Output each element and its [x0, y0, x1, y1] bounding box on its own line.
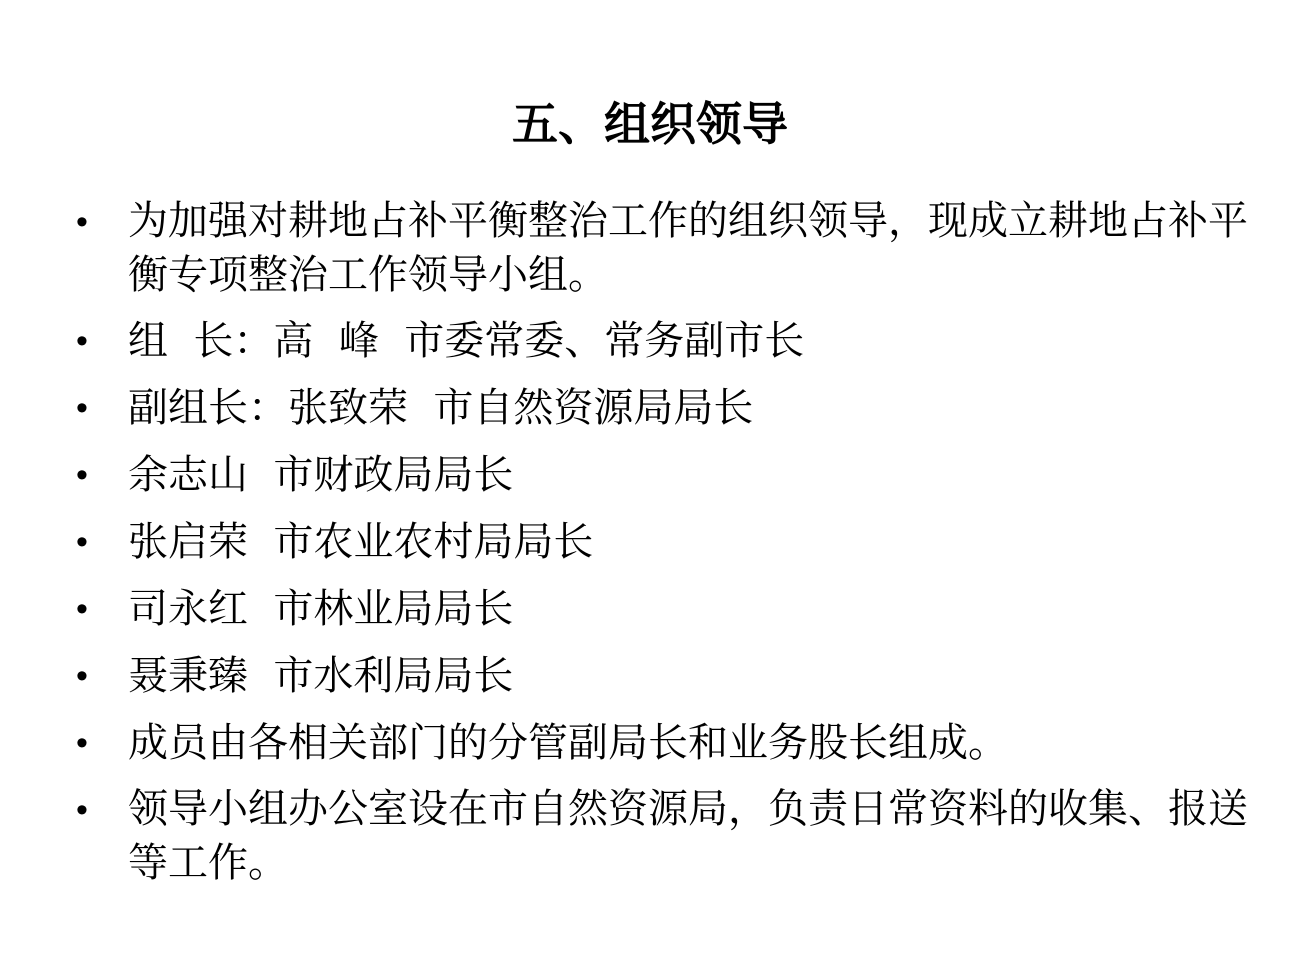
- bullet-item-leader: [76, 313, 1256, 369]
- bullet-dot-icon: •: [76, 203, 88, 241]
- bullet-item-member-forestry: [76, 581, 1256, 637]
- bullet-item-establishment: [76, 194, 1256, 302]
- bullet-item-member-water: [76, 648, 1256, 704]
- bullet-dot-icon: •: [76, 456, 88, 494]
- bullet-text: 组 长：高 峰 市委常委、常务副市长: [128, 318, 805, 364]
- bullet-dot-icon: •: [76, 657, 88, 695]
- bullet-dot-icon: •: [76, 389, 88, 427]
- slide-title: 五、组织领导: [512, 97, 788, 151]
- bullet-item-office: [76, 782, 1256, 890]
- bullet-text: 聂秉臻 市水利局局长: [128, 653, 514, 699]
- bullet-text: 张启荣 市农业农村局局长: [128, 519, 594, 565]
- bullet-text: 余志山 市财政局局长: [128, 452, 514, 498]
- bullet-item-members: [76, 715, 1256, 771]
- bullet-dot-icon: •: [76, 590, 88, 628]
- bullet-dot-icon: •: [76, 523, 88, 561]
- bullet-text: 成员由各相关部门的分管副局长和业务股长组成。: [128, 720, 1008, 766]
- bullet-text: 为加强对耕地占补平衡整治工作的组织领导，现成立耕地占补平衡专项整治工作领导小组。: [128, 198, 1248, 298]
- bullet-text: 副组长：张致荣 市自然资源局局长: [128, 385, 754, 431]
- bullet-text: 领导小组办公室设在市自然资源局，负责日常资料的收集、报送等工作。: [128, 786, 1248, 886]
- bullet-dot-icon: •: [76, 791, 88, 829]
- bullet-list: [76, 194, 1256, 901]
- bullet-dot-icon: •: [76, 322, 88, 360]
- bullet-item-deputy-leader: [76, 380, 1256, 436]
- bullet-item-member-finance: [76, 447, 1256, 503]
- bullet-item-member-agriculture: [76, 514, 1256, 570]
- bullet-text: 司永红 市林业局局长: [128, 586, 514, 632]
- bullet-dot-icon: •: [76, 724, 88, 762]
